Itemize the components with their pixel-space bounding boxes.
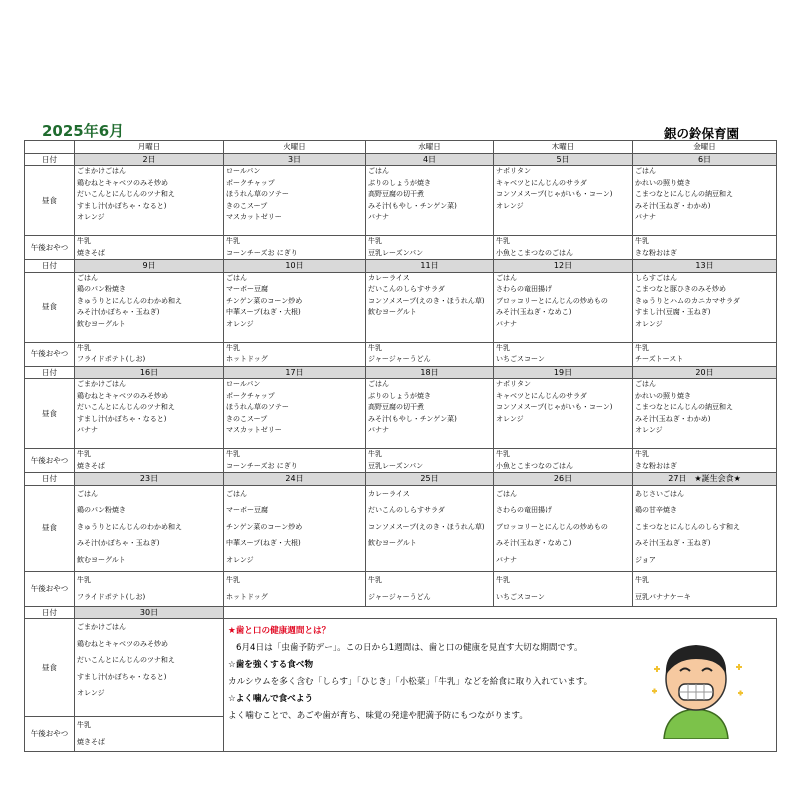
menu-item: [368, 552, 493, 569]
menu-item: みそ汁(もやし・チンゲン菜): [368, 414, 457, 423]
menu-item: ブロッコリーとにんじんの炒めもの: [496, 296, 608, 305]
date-cell: 16日: [75, 366, 224, 379]
menu-item: ごはん: [496, 489, 517, 498]
menu-item: オレンジ: [77, 213, 105, 221]
lunch-cell: [224, 166, 366, 236]
menu-item: ごはん: [226, 273, 247, 282]
lunch-cell: [633, 485, 777, 571]
lunch-row: [25, 272, 777, 342]
menu-item: こまつなとにんじんの納豆和え: [635, 190, 733, 198]
menu-item: こまつなとにんじんのしらす和え: [635, 522, 740, 531]
menu-item: ごまかけごはん: [77, 623, 126, 631]
menu-item: 焼きそば: [77, 248, 105, 257]
lunch-cell: [633, 272, 777, 342]
menu-item: みそ汁(玉ねぎ・なめこ): [496, 539, 572, 547]
menu-item: オレンジ: [77, 689, 105, 697]
menu-item: 飲むヨーグルト: [368, 308, 417, 316]
lunch-label: 昼食: [25, 272, 75, 342]
menu-item: オレンジ: [635, 319, 663, 328]
menu-item: こまつなと豚ひきのみそ炒め: [635, 285, 726, 293]
menu-item: カレーライス: [368, 489, 410, 498]
snack-cell: [366, 449, 494, 473]
menu-item: コンソメスープ(じゃがいも・コーン): [496, 403, 613, 411]
lunch-cell: [494, 379, 633, 449]
menu-item: マスカットゼリー: [226, 426, 282, 434]
date-label: 日付: [25, 366, 75, 379]
date-cell: 13日: [633, 260, 777, 273]
menu-item: 鶏むねとキャベツのみそ炒め: [77, 639, 168, 648]
menu-item: バナナ: [496, 555, 517, 564]
menu-item: 中華スープ(ねぎ・大根): [226, 539, 301, 547]
note-text: 6月4日は「虫歯予防デー」。この日から1週間は、歯と口の健康を見直す大切な期間です。: [236, 643, 583, 653]
lunch-cell: [75, 166, 224, 236]
menu-item: オレンジ: [635, 426, 663, 434]
date-label: 日付: [25, 153, 75, 166]
menu-item: すまし汁(かぼちゃ・なると): [77, 201, 167, 210]
date-cell: 9日: [75, 260, 224, 273]
lunch-cell: [366, 272, 494, 342]
lunch-label: 昼食: [25, 485, 75, 571]
menu-item: ジャージャーうどん: [368, 592, 431, 601]
date-cell: 26日: [494, 473, 633, 486]
date-cell: 10日: [224, 260, 366, 273]
date-row: [25, 606, 777, 619]
menu-item: 飲むヨーグルト: [368, 539, 417, 547]
snack-label: 午後おやつ: [25, 236, 75, 260]
menu-item: ごはん: [368, 380, 389, 388]
menu-item: 牛乳: [77, 575, 91, 584]
lunch-cell: [633, 166, 777, 236]
menu-item: ごはん: [496, 273, 517, 282]
snack-cell: [224, 236, 366, 260]
menu-item: かれいの照り焼き: [635, 178, 691, 187]
menu-item: マスカットゼリー: [226, 213, 282, 221]
date-label: 日付: [25, 260, 75, 273]
snack-cell: [224, 449, 366, 473]
date-row: [25, 366, 777, 379]
menu-item: 小魚とこまつなのごはん: [496, 248, 573, 257]
menu-item: マーボー豆腐: [226, 285, 268, 293]
menu-item: 牛乳: [368, 343, 382, 352]
menu-item: 鶏のパン粉焼き: [77, 285, 126, 293]
menu-item: [496, 212, 632, 224]
corner-cell: [25, 141, 75, 154]
snack-cell: [75, 236, 224, 260]
snack-row: [25, 449, 777, 473]
date-cell: 27日 ★誕生会食★: [633, 473, 777, 486]
date-cell: 25日: [366, 473, 494, 486]
note-subtitle: ☆歯を強くする食べ物: [228, 660, 314, 670]
menu-item: みそ汁(玉ねぎ・わかめ): [635, 201, 711, 210]
date-cell: 17日: [224, 366, 366, 379]
menu-item: ごはん: [226, 489, 247, 498]
note-text: カルシウムを多く含む「しらす」「ひじき」「小松菜」「牛乳」などを給食に取り入れています。: [228, 677, 593, 687]
lunch-cell: [75, 272, 224, 342]
smiling-boy-illustration: [646, 629, 746, 739]
date-label: 日付: [25, 606, 75, 619]
note-text: よく噛むことで、あごや歯が育ち、味覚の発達や肥満予防にもつながります。: [228, 711, 528, 721]
menu-item: ジョア: [635, 555, 656, 564]
menu-item: 牛乳: [226, 343, 240, 352]
menu-item: チンゲン菜のコーン炒め: [226, 522, 303, 531]
weekday-header: 金曜日: [633, 141, 777, 154]
menu-table: [24, 140, 777, 752]
lunch-cell: [75, 619, 224, 717]
snack-cell: [633, 236, 777, 260]
date-cell: 4日: [366, 153, 494, 166]
menu-item: 豆乳バナナケーキ: [635, 592, 691, 601]
lunch-cell: [224, 379, 366, 449]
date-cell: 20日: [633, 366, 777, 379]
menu-item: チーズトースト: [635, 355, 684, 363]
lunch-cell: [75, 379, 224, 449]
menu-item: 牛乳: [226, 450, 240, 458]
menu-item: いちごスコーン: [496, 355, 545, 363]
weekday-header: 火曜日: [224, 141, 366, 154]
lunch-cell: [75, 485, 224, 571]
menu-item: 牛乳: [77, 237, 91, 245]
menu-item: バナナ: [368, 426, 389, 434]
menu-item: すまし汁(かぼちゃ・なると): [77, 414, 167, 423]
menu-item: 中華スープ(ねぎ・大根): [226, 308, 301, 316]
note-subtitle: ☆よく噛んで食べよう: [228, 694, 314, 704]
lunch-cell: [494, 166, 633, 236]
snack-label: 午後おやつ: [25, 342, 75, 366]
lunch-label: 昼食: [25, 166, 75, 236]
menu-item: かれいの照り焼き: [635, 391, 691, 400]
snack-label: 午後おやつ: [25, 571, 75, 606]
snack-cell: [75, 571, 224, 606]
menu-item: ほうれん草のソテー: [226, 403, 289, 411]
menu-item: バナナ: [496, 319, 517, 328]
lunch-cell: [224, 272, 366, 342]
snack-row: [25, 342, 777, 366]
menu-item: 鶏むねとキャベツのみそ炒め: [77, 178, 168, 187]
menu-item: フライドポテト(しお): [77, 592, 146, 601]
menu-item: 牛乳: [226, 237, 240, 245]
menu-item: だいこんとにんじんのツナ和え: [77, 656, 175, 664]
snack-cell: [224, 571, 366, 606]
menu-item: カレーライス: [368, 273, 410, 282]
menu-item: バナナ: [368, 213, 389, 221]
note-title: ★歯と口の健康週間とは？: [228, 626, 331, 636]
date-cell: 3日: [224, 153, 366, 166]
menu-item: ロールパン: [226, 380, 261, 388]
lunch-cell: [224, 485, 366, 571]
lunch-cell: [633, 379, 777, 449]
menu-item: オレンジ: [496, 201, 524, 210]
menu-item: 飲むヨーグルト: [77, 555, 126, 564]
menu-item: 鶏むねとキャベツのみそ炒め: [77, 391, 168, 400]
menu-item: ロールパン: [226, 167, 261, 175]
lunch-cell: [494, 272, 633, 342]
menu-item: 豆乳レーズンパン: [368, 248, 424, 257]
menu-item: きゅうりとにんじんのわかめ和え: [77, 296, 182, 305]
menu-item: きゅうりとハムのカニカマサラダ: [635, 296, 740, 305]
menu-item: 鶏のパン粉焼き: [77, 506, 126, 514]
menu-item: バナナ: [635, 213, 656, 221]
snack-cell: [633, 571, 777, 606]
menu-item: すまし汁(豆腐・玉ねぎ): [635, 308, 711, 316]
menu-item: きのこスープ: [226, 201, 268, 210]
date-cell: 12日: [494, 260, 633, 273]
menu-item: 牛乳: [77, 450, 91, 458]
menu-item: しらすごはん: [635, 273, 677, 282]
school-name: 銀の鈴保育園: [664, 126, 740, 141]
lunch-cell: [366, 379, 494, 449]
menu-item: ごまかけごはん: [77, 167, 126, 175]
date-row: [25, 260, 777, 273]
date-row: [25, 153, 777, 166]
menu-item: ごはん: [77, 273, 98, 282]
menu-item: すまし汁(かぼちゃ・なると): [77, 672, 167, 681]
date-cell: 23日: [75, 473, 224, 486]
menu-item: ポークチャップ: [226, 178, 275, 187]
date-cell: 2日: [75, 153, 224, 166]
menu-item: ホットドッグ: [226, 355, 268, 363]
menu-item: [496, 425, 632, 437]
menu-item: ごはん: [77, 489, 98, 498]
snack-cell: [494, 449, 633, 473]
menu-item: 牛乳: [635, 450, 649, 458]
empty-area: [224, 606, 777, 619]
menu-item: ぶりのしょうが焼き: [368, 178, 431, 187]
menu-item: ナポリタン: [496, 167, 531, 175]
menu-item: きゅうりとにんじんのわかめ和え: [77, 522, 182, 531]
menu-item: ポークチャップ: [226, 391, 275, 400]
menu-item: みそ汁(玉ねぎ・なめこ): [496, 308, 572, 316]
menu-item: 小魚とこまつなのごはん: [496, 461, 573, 470]
menu-item: コーンチーズお にぎり: [226, 248, 298, 257]
snack-label: 午後おやつ: [25, 717, 75, 752]
menu-item: だいこんとにんじんのツナ和え: [77, 403, 175, 411]
menu-item: あじさいごはん: [635, 489, 684, 498]
menu-item: 牛乳: [496, 575, 510, 584]
menu-item: いちごスコーン: [496, 592, 545, 601]
snack-cell: [633, 342, 777, 366]
snack-cell: [494, 571, 633, 606]
menu-item: ホットドッグ: [226, 592, 268, 601]
lunch-label: 昼食: [25, 379, 75, 449]
date-row: [25, 473, 777, 486]
menu-item: みそ汁(玉ねぎ・わかめ): [635, 414, 711, 423]
date-cell: 24日: [224, 473, 366, 486]
weekday-header-row: [25, 141, 777, 154]
lunch-cell: [494, 485, 633, 571]
menu-item: ごはん: [635, 380, 656, 388]
menu-item: だいこんのしらすサラダ: [368, 506, 445, 514]
snack-cell: [366, 342, 494, 366]
snack-cell: [633, 449, 777, 473]
menu-item: みそ汁(かぼちゃ・玉ねぎ): [77, 539, 160, 547]
menu-item: ごまかけごはん: [77, 380, 126, 388]
menu-item: 高野豆腐の切干煮: [368, 403, 424, 411]
menu-item: コンソメスープ(えのき・ほうれん草): [368, 296, 485, 305]
menu-item: 牛乳: [496, 450, 510, 458]
menu-item: 牛乳: [368, 450, 382, 458]
menu-item: 焼きそば: [77, 461, 105, 470]
lunch-row: [25, 485, 777, 571]
menu-item: みそ汁(かぼちゃ・玉ねぎ): [77, 308, 160, 316]
menu-item: 飲むヨーグルト: [77, 319, 126, 328]
menu-item: ジャージャーうどん: [368, 355, 431, 363]
menu-item: マーボー豆腐: [226, 506, 268, 514]
menu-item: 高野豆腐の切干煮: [368, 190, 424, 198]
menu-item: 焼きそば: [77, 738, 105, 746]
lunch-label: 昼食: [25, 619, 75, 717]
menu-item: コンソメスープ(えのき・ほうれん草): [368, 522, 485, 531]
menu-item: オレンジ: [496, 414, 524, 423]
snack-cell: [75, 449, 224, 473]
lunch-row: [25, 619, 777, 717]
menu-item: ブロッコリーとにんじんの炒めもの: [496, 522, 608, 531]
menu-item: [368, 319, 493, 331]
menu-item: 豆乳レーズンパン: [368, 461, 424, 470]
menu-item: コンソメスープ(じゃがいも・コーン): [496, 190, 613, 198]
date-cell: 19日: [494, 366, 633, 379]
menu-item: だいこんとにんじんのツナ和え: [77, 190, 175, 198]
snack-cell: [366, 571, 494, 606]
date-label: 日付: [25, 473, 75, 486]
menu-item: フライドポテト(しお): [77, 355, 146, 363]
date-cell: 30日: [75, 606, 224, 619]
lunch-row: [25, 166, 777, 236]
menu-item: 牛乳: [496, 343, 510, 352]
menu-item: 牛乳: [77, 343, 91, 352]
date-cell: 6日: [633, 153, 777, 166]
menu-item: こまつなとにんじんの納豆和え: [635, 403, 733, 411]
date-cell: 5日: [494, 153, 633, 166]
menu-item: みそ汁(もやし・チンゲン菜): [368, 201, 457, 210]
month-title: 2025年6月: [42, 122, 125, 140]
menu-item: オレンジ: [226, 319, 254, 328]
menu-item: キャベツとにんじんのサラダ: [496, 178, 587, 187]
snack-cell: [75, 342, 224, 366]
snack-label: 午後おやつ: [25, 449, 75, 473]
menu-item: 牛乳: [368, 237, 382, 245]
snack-cell: [494, 342, 633, 366]
menu-item: さわらの竜田揚げ: [496, 506, 552, 514]
snack-cell: [494, 236, 633, 260]
menu-item: チンゲン菜のコーン炒め: [226, 296, 303, 305]
date-cell: 11日: [366, 260, 494, 273]
menu-item: きな粉おはぎ: [635, 461, 677, 470]
snack-cell: [224, 342, 366, 366]
weekday-header: 月曜日: [75, 141, 224, 154]
lunch-cell: [366, 485, 494, 571]
menu-item: きな粉おはぎ: [635, 248, 677, 257]
menu-item: 牛乳: [368, 575, 382, 584]
lunch-row: [25, 379, 777, 449]
menu-item: きのこスープ: [226, 414, 268, 423]
snack-cell: [366, 236, 494, 260]
date-cell: 18日: [366, 366, 494, 379]
menu-item: コーンチーズお にぎり: [226, 461, 298, 470]
menu-item: 牛乳: [496, 237, 510, 245]
menu-item: 鶏の甘辛焼き: [635, 506, 677, 514]
menu-item: ほうれん草のソテー: [226, 190, 289, 198]
menu-item: さわらの竜田揚げ: [496, 285, 552, 293]
menu-item: 牛乳: [635, 575, 649, 584]
menu-item: だいこんのしらすサラダ: [368, 285, 445, 293]
snack-cell: [75, 717, 224, 752]
menu-item: オレンジ: [226, 555, 254, 564]
snack-row: [25, 571, 777, 606]
menu-item: ナポリタン: [496, 380, 531, 388]
health-note: [224, 619, 777, 752]
menu-item: ごはん: [368, 167, 389, 175]
menu-item: 牛乳: [226, 575, 240, 584]
weekday-header: 木曜日: [494, 141, 633, 154]
menu-item: 牛乳: [635, 343, 649, 352]
menu-item: 牛乳: [635, 237, 649, 245]
menu-item: ごはん: [635, 167, 656, 175]
menu-item: キャベツとにんじんのサラダ: [496, 391, 587, 400]
lunch-cell: [366, 166, 494, 236]
snack-row: [25, 236, 777, 260]
weekday-header: 水曜日: [366, 141, 494, 154]
menu-item: 牛乳: [77, 721, 91, 729]
menu-item: バナナ: [77, 426, 98, 434]
menu-item: ぶりのしょうが焼き: [368, 391, 431, 400]
menu-item: みそ汁(玉ねぎ・玉ねぎ): [635, 539, 711, 547]
